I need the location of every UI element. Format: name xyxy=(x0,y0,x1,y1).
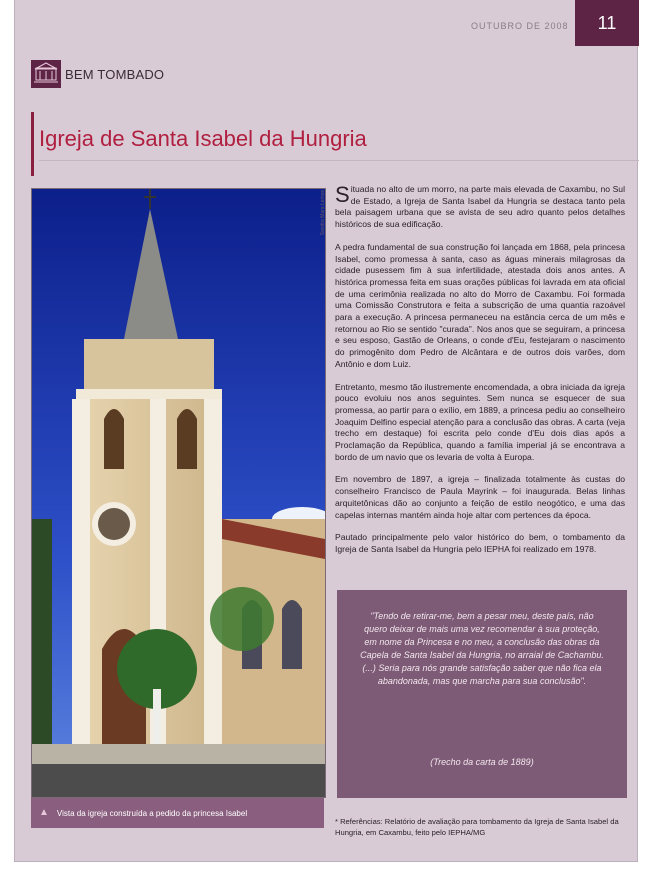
issue-date: OUTUBRO DE 2008 xyxy=(471,21,569,31)
quote-text: "Tendo de retirar-me, bem a pesar meu, deste país, não quero deixar de mais uma vez recomendar à sua proteção, em nome da Princesa e no meu, a conclusão das obras da Capela de Santa Isabel da Hungria, no arraial de Cachambu. (...) Seria para nós grande satisfação saber que não fica ela abandonada, mas que marcha para sua conclusão". xyxy=(360,611,604,686)
caret-up-icon: ▲ xyxy=(39,807,49,818)
paragraph-3: Entretanto, mesmo tão ilustremente encomendada, a obra iniciada da igreja pouco evoluiu nos anos seguintes. Sem nunca se esquecer de sua promessa, ao partir para o exílio, em 1889, a princesa pediu ao conselheiro Joaquim Delfino especial atenção para a conclusão das obras. A carta (veja trecho em destaque) foi escrita pelo conde d'Eu dois dias após a Proclamação da República, quando a família imperial já se encontrava a bordo de um navio que os levaria de volta à Europa. xyxy=(335,381,625,462)
paragraph-2: A pedra fundamental de sua construção foi lançada em 1868, pela princesa Isabel, como promessa à santa, caso as águas minerais milagrosas da cidade pusessem fim à sua infertilidade, atestada dois anos antes. A histórica promessa feita em suas orações públicas foi lavrada em ata oficial de uma cerimônia realizada no alto do Morro de Caxambu. Foi formada uma Comissão Construtora e feita a subscrição de uma quantia razoável para a execução. A princesa permaneceu na estância cerca de um mês e retornou ao Rio se sentido "curada". Nos anos que se seguiram, a princesa e seu esposo, Gastão de Orleans, o conde d'Eu, festejaram o nascimento do primogênito dom Pedro de Alcântara e de outros dois varões, dom Antônio e dom Luiz. xyxy=(335,241,625,369)
section-name: BEM TOMBADO xyxy=(65,66,165,82)
pull-quote xyxy=(337,590,627,798)
paragraph-5: Pautado principalmente pelo valor histórico do bem, o tombamento da Igreja de Santa Isabel da Hungria pelo IEPHA foi realizado em 1978. xyxy=(335,532,625,554)
magazine-page xyxy=(14,0,638,862)
article-body xyxy=(335,184,625,567)
caption-text: Vista da igreja construída a pedido da princesa Isabel xyxy=(56,808,248,818)
paragraph-1: Situada no alto de um morro, na parte mais elevada de Caxambu, no Sul de Estado, a Igreja de Santa Isabel da Hungria se destaca tanto pela bela paisagem urbana que se avista de seu adro quanto pelos detalhes históricos de sua edificação. xyxy=(335,182,625,230)
references: * Referências: Relatório de avaliação para tombamento da Igreja de Santa Isabel da Hungria, em Caxambu, feito pelo IEPHA/MG xyxy=(335,817,619,837)
photo-caption xyxy=(31,798,324,828)
photo-credit: Sandra Mara Lemos xyxy=(320,190,326,236)
quote-source: (Trecho da carta de 1889) xyxy=(430,757,534,767)
drop-cap: S xyxy=(335,182,350,207)
article-title: Igreja de Santa Isabel da Hungria xyxy=(39,126,367,151)
church-photo xyxy=(31,188,326,798)
title-divider xyxy=(39,160,639,161)
page-number: 11 xyxy=(575,0,639,46)
title-accent-bar xyxy=(31,112,34,176)
section-logo xyxy=(31,60,164,88)
paragraph-4: Em novembro de 1897, a igreja – finalizada totalmente às custas do conselheiro Francisco de Paula Mayrink – foi inaugurada. Belas linhas arquitetônicas dão ao conjunto a feição de estilo neogótico, e uma das capelas internas mantém ainda hoje altar com pertences da época. xyxy=(335,474,625,520)
logo-icon xyxy=(31,60,61,88)
